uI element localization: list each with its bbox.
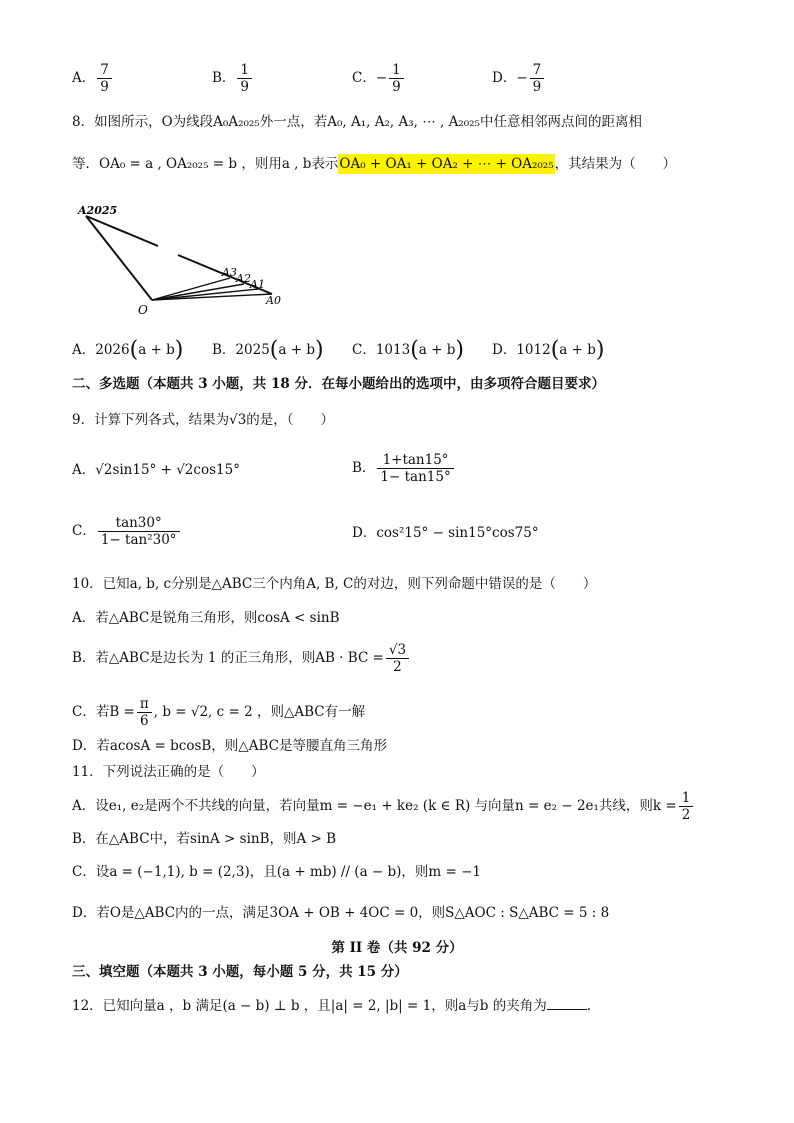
- q11-option-a: [72, 790, 695, 823]
- q8-option-b: B．2025(a + b): [212, 337, 324, 363]
- q12-stem: [72, 996, 591, 1016]
- option-letter: D．: [492, 70, 517, 86]
- option-letter: B．: [212, 342, 236, 358]
- q8-stem-line2: [72, 154, 676, 174]
- q8-stem-part: ，其结果为（ ）: [554, 156, 677, 172]
- option-coef: 2026: [95, 342, 130, 358]
- numerator: 1+tan15°: [377, 452, 453, 469]
- q11-option-b: B．在△ABC中，若sinA > sinB，则A > B: [72, 831, 337, 847]
- q10-option-b: [72, 642, 411, 675]
- label-a1: A1: [250, 278, 265, 291]
- label-a2: A2: [236, 272, 251, 285]
- part-heading: 第 II 卷（共 92 分）: [331, 940, 463, 956]
- q9-stem: 9．计算下列各式，结果为√3的是，（ ）: [72, 412, 335, 428]
- option-letter: A．: [72, 342, 96, 358]
- q10-option-a: A．若△ABC是锐角三角形，则cosA < sinB: [72, 610, 340, 626]
- option-text: B．若△ABC是边长为 1 的正三角形，则AB · BC =: [72, 650, 384, 666]
- segment-a2025-o: [86, 216, 152, 300]
- q7-option-a: [72, 62, 114, 95]
- q7-option-b: [212, 62, 254, 95]
- numerator: 1: [389, 62, 404, 79]
- numerator: tan30°: [98, 515, 180, 532]
- q8-option-a: A．2026(a + b): [72, 337, 184, 363]
- denominator: 1− tan15°: [380, 469, 451, 485]
- q11-stem: 11．下列说法正确的是（ ）: [72, 764, 265, 780]
- q8-stem-part: 等．OA₀ = a , OA₂₀₂₅ = b ，则用a , b表示: [72, 156, 339, 172]
- denominator: 1− tan²30°: [100, 532, 177, 548]
- numerator: 1: [679, 790, 694, 807]
- q8-figure: [72, 200, 292, 320]
- option-expr: a + b: [278, 342, 315, 358]
- numerator: π: [137, 696, 152, 713]
- q10-option-c: [72, 696, 365, 729]
- option-letter: C．: [352, 342, 376, 358]
- option-letter: C．: [72, 523, 96, 539]
- option-expr: a + b: [418, 342, 456, 358]
- section-heading-multiple-choice: 二、多选题（本题共 3 小题，共 18 分．在每小题给出的选项中，由多项符合题目要求）: [72, 376, 605, 392]
- option-sign: −: [516, 70, 528, 86]
- q8-stem-line1: 8．如图所示，O为线段A₀A₂₀₂₅外一点，若A₀, A₁, A₂, A₃, ⋯ , A₂₀₂₅中任意相邻两点间的距离相: [72, 114, 642, 130]
- denominator: 9: [392, 79, 401, 95]
- answer-blank[interactable]: [547, 997, 587, 1010]
- q11-option-d: D．若O是△ABC内的一点，满足3OA + OB + 4OC = 0，则S△AOC : S△ABC = 5 : 8: [72, 905, 610, 921]
- option-text: C．若B =: [72, 704, 135, 720]
- option-coef: 2025: [235, 342, 270, 358]
- highlighted-expression: OA₀ + OA₁ + OA₂ + ⋯ + OA₂₀₂₅: [339, 156, 554, 172]
- q9-option-a: A．√2sin15° + √2cos15°: [72, 462, 240, 478]
- option-letter: B．: [352, 460, 376, 476]
- fraction: [137, 696, 152, 729]
- q9-option-b: [352, 452, 456, 485]
- q12-text: 12．已知向量a ，b 满足(a − b) ⊥ b ，且|a| = 2, |b| = 1，则a与b 的夹角为: [72, 998, 547, 1014]
- option-letter: B．: [212, 70, 236, 86]
- option-text: , b = √2, c = 2 ，则△ABC有一解: [153, 704, 366, 720]
- fraction: [237, 62, 252, 95]
- q7-option-c: [352, 62, 406, 95]
- fraction: [97, 62, 112, 95]
- numerator: 7: [97, 62, 112, 79]
- option-expr: a + b: [559, 342, 596, 358]
- denominator: 9: [532, 79, 542, 95]
- option-coef: 1013: [375, 342, 411, 358]
- option-text: A．设e₁, e₂是两个不共线的向量，若向量m = −e₁ + ke₂ (k ∈ R) 与向量n = e₂ − 2e₁共线，则k =: [72, 798, 677, 814]
- option-letter: C．: [352, 70, 376, 86]
- option-letter: A．: [72, 70, 96, 86]
- option-letter: D．: [492, 342, 517, 358]
- fraction: [377, 452, 453, 485]
- q9-option-d: D．cos²15° − sin15°cos75°: [352, 525, 539, 541]
- label-a0: A0: [266, 294, 281, 307]
- q10-stem: 10．已知a, b, c分别是△ABC三个内角A, B, C的对边，则下列命题中错误的是（ ）: [72, 576, 597, 592]
- fraction: [386, 642, 409, 675]
- label-o: O: [138, 303, 148, 317]
- denominator: 9: [240, 79, 250, 95]
- section-heading-fill-in: 三、填空题（本题共 3 小题，每小题 5 分，共 15 分）: [72, 964, 408, 980]
- label-a3: A3: [222, 266, 237, 279]
- fraction: [98, 515, 180, 548]
- numerator: 7: [530, 62, 545, 79]
- option-expr: a + b: [138, 342, 175, 358]
- numerator: √3: [386, 642, 409, 659]
- q12-text-end: .: [586, 998, 591, 1014]
- denominator: 9: [100, 79, 109, 95]
- q8-option-d: D．1012(a + b): [492, 337, 605, 363]
- q7-option-d: [492, 62, 546, 95]
- numerator: 1: [237, 62, 252, 79]
- denominator: 6: [140, 713, 149, 729]
- option-coef: 1012: [516, 342, 551, 358]
- q9-option-c: [72, 515, 182, 548]
- q10-option-d: D．若acosA = bcosB，则△ABC是等腰直角三角形: [72, 738, 387, 754]
- fraction: [530, 62, 545, 95]
- q11-option-c: C．设a = (−1,1), b = (2,3)，且(a + mb) // (a − b)，则m = −1: [72, 864, 482, 880]
- option-sign: −: [375, 70, 388, 86]
- fraction: [679, 790, 694, 823]
- fraction: [389, 62, 404, 95]
- q8-option-c: C．1013(a + b): [352, 337, 464, 363]
- label-a2025: A2025: [78, 204, 118, 217]
- denominator: 2: [681, 807, 691, 823]
- denominator: 2: [393, 659, 402, 675]
